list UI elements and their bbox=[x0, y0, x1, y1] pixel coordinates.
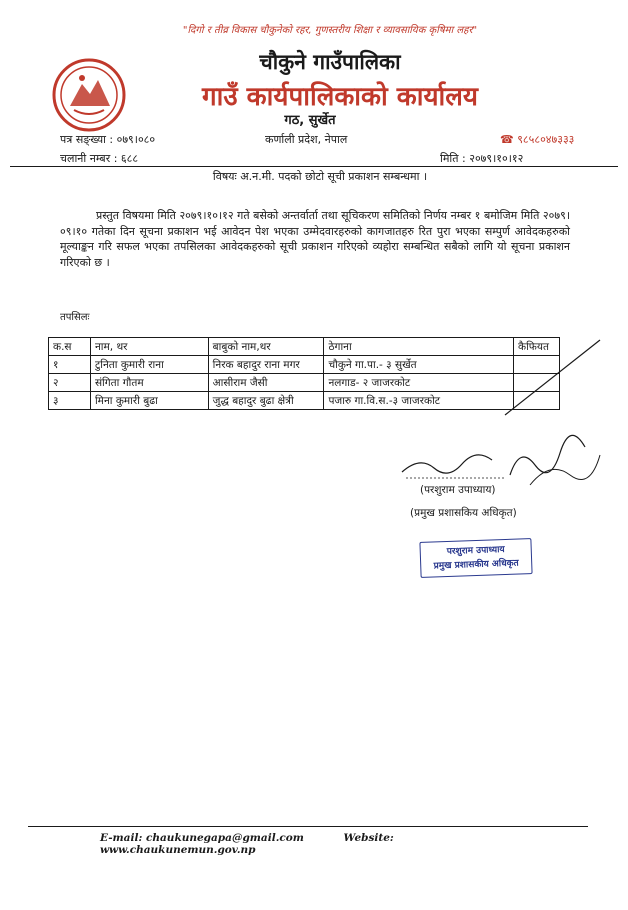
signature-scribble bbox=[400, 450, 510, 482]
cell-name: टुनिता कुमारी राना bbox=[90, 356, 208, 374]
office-name: गाउँ कार्यपालिकाको कार्यालय bbox=[202, 82, 478, 112]
notice-body: प्रस्तुत विषयमा मिति २०७९।१०।१२ गते बसेको अन्तर्वार्ता तथा सूचिकरण समितिको निर्णय नम्बर १ बमोजिम मिति २०७९।०९।१० गतेका दिन सूचना प्रकाशन भई आवेदन पेश भएका उम्मेदवारहरुको कागजातहरु रित पुरा भएका सम्पुर्ण आवेदकहरुको मूल्याङ्कन गरि सफल भएका तपसिलका आवेदकहरुको सूची प्रकाशन गरिएको व्यहोरा सम्बन्धित सबैको लागि यो सूचना प्रकाशन गरिएको छ । bbox=[60, 209, 570, 269]
cell-address: नलगाड- २ जाजरकोट bbox=[324, 374, 514, 392]
dispatch-number: चलानी नम्बर : ६८८ bbox=[60, 152, 139, 165]
stamp-name: परशुराम उपाध्याय bbox=[446, 544, 505, 558]
phone-number bbox=[500, 132, 574, 147]
nepal-emblem-logo bbox=[52, 58, 126, 132]
footer-website: Website: www.chaukunemun.gov.np bbox=[100, 832, 394, 856]
letter-number: पत्र सङ्ख्या : ०७९।०८० bbox=[60, 133, 156, 146]
header-father-name: बाबुको नाम,थर bbox=[208, 338, 324, 356]
cell-father-name: आसीराम जैसी bbox=[208, 374, 324, 392]
header-divider bbox=[10, 166, 618, 167]
table-row bbox=[49, 374, 560, 392]
cell-name: संगिता गौतम bbox=[90, 374, 208, 392]
details-label: तपसिलः bbox=[60, 312, 90, 323]
signatory-title: (प्रमुख प्रशासकिय अधिकृत) bbox=[410, 507, 517, 519]
handwritten-signature bbox=[500, 335, 610, 495]
header-name: नाम, थर bbox=[90, 338, 208, 356]
candidate-table bbox=[48, 337, 560, 410]
cell-address: पजारु गा.वि.स.-३ जाजरकोट bbox=[324, 392, 514, 410]
office-location: गठ, सुर्खेत bbox=[284, 113, 336, 128]
phone-value: ९८५८०४७३३३ bbox=[517, 133, 575, 146]
stamp-title: प्रमुख प्रशासकीय अधिकृत bbox=[433, 558, 519, 572]
cell-sn: ३ bbox=[49, 392, 91, 410]
cell-father-name: निरक बहादुर राना मगर bbox=[208, 356, 324, 374]
header-sn: क.स bbox=[49, 338, 91, 356]
header-address: ठेगाना bbox=[324, 338, 514, 356]
municipality-name: चौकुने गाउँपालिका bbox=[259, 50, 401, 74]
table-header-row bbox=[49, 338, 560, 356]
cell-address: चौकुने गा.पा.- ३ सुर्खेत bbox=[324, 356, 514, 374]
official-stamp bbox=[419, 538, 532, 578]
subject-line: विषयः अ.न.मी. पदको छोटो सूची प्रकाशन सम्बन्धमा । bbox=[212, 170, 428, 183]
footer-contact bbox=[100, 832, 520, 856]
cell-father-name: जुद्ध बहादुर बुढा क्षेत्री bbox=[208, 392, 324, 410]
date: मिति : २०७९।१०।१२ bbox=[440, 152, 524, 165]
signatory-name: (परशुराम उपाध्याय) bbox=[420, 484, 496, 496]
cell-sn: १ bbox=[49, 356, 91, 374]
footer-email: E-mail: chaukunegapa@gmail.com bbox=[100, 832, 304, 844]
header-remarks: कैफियत bbox=[514, 338, 560, 356]
motto: "दिगो र तीव्र विकास चौकुनेको रहर, गुणस्तरीय शिक्षा र व्यावसायिक कृषिमा लहर" bbox=[182, 25, 478, 36]
phone-icon: ☎ bbox=[500, 133, 518, 146]
table-row bbox=[49, 356, 560, 374]
footer-divider bbox=[28, 826, 588, 827]
table-row bbox=[49, 392, 560, 410]
cell-sn: २ bbox=[49, 374, 91, 392]
cell-name: मिना कुमारी बुढा bbox=[90, 392, 208, 410]
province-label: कर्णाली प्रदेश, नेपाल bbox=[265, 133, 348, 146]
